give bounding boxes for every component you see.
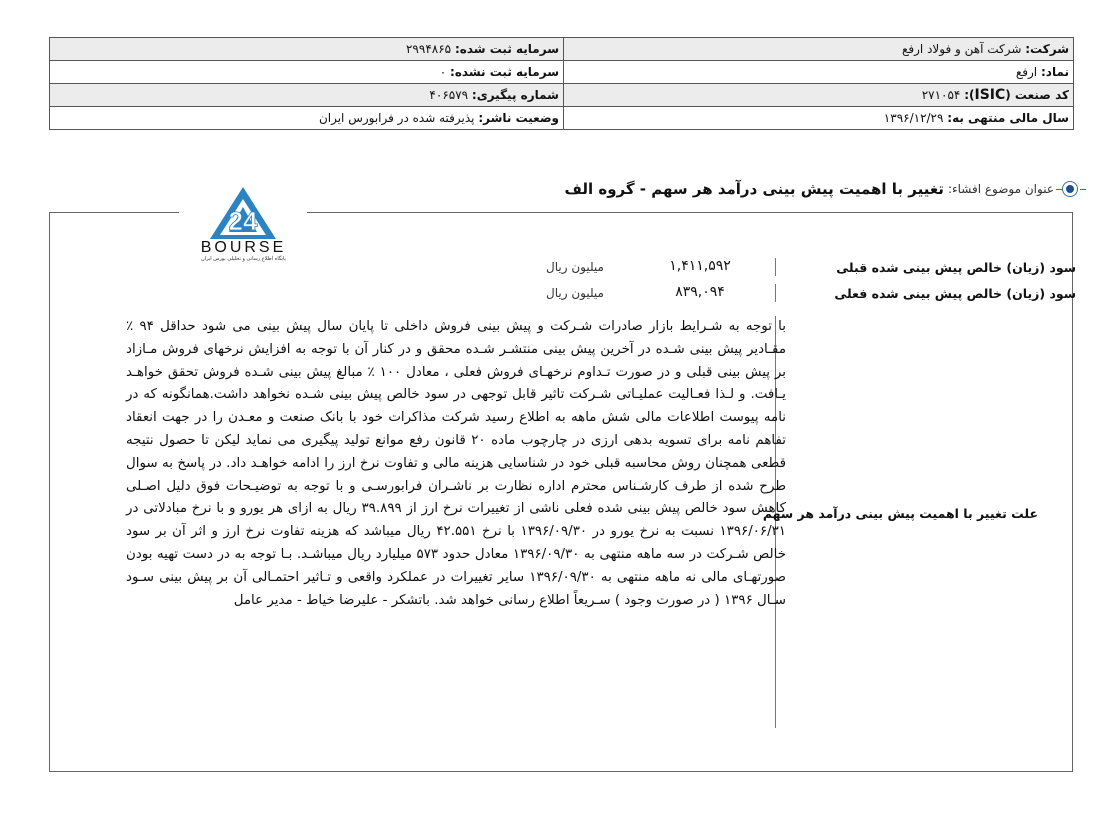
isic-label-pre: کد صنعت ( — [1005, 88, 1069, 102]
subject-prefix: عنوان موضوع افشاء: — [947, 182, 1054, 196]
current-forecast-label: سود (زیان) خالص پیش بینی شده فعلی — [834, 286, 1076, 301]
company-info-table — [49, 37, 1074, 130]
bourse24-logo-mark — [180, 183, 307, 241]
bourse24-logo — [180, 183, 307, 263]
registered-capital-label: سرمایه ثبت شده: — [454, 42, 559, 56]
registered-capital-cell — [50, 38, 564, 61]
publisher-status-label: وضعیت ناشر: — [478, 111, 559, 125]
symbol-cell — [564, 61, 1074, 84]
previous-forecast-unit: میلیون ریال — [546, 260, 604, 274]
tracking-cell — [50, 84, 564, 107]
frame-top-border-left — [49, 212, 179, 213]
previous-forecast-row — [0, 258, 1117, 278]
logo-number: 24 — [228, 206, 258, 236]
isic-label-code: ISIC — [974, 87, 1006, 103]
symbol-label: نماد: — [1040, 65, 1069, 79]
fiscal-cell — [564, 107, 1074, 130]
registered-capital-value: ۲۹۹۴۸۶۵ — [405, 42, 452, 56]
current-forecast-unit: میلیون ریال — [546, 286, 604, 300]
row-separator — [775, 284, 776, 302]
symbol-value: ارفع — [1015, 65, 1038, 79]
isic-cell — [564, 84, 1074, 107]
subject-row — [420, 176, 1080, 202]
isic-label-post: ): — [964, 88, 975, 102]
company-value: شرکت آهن و فولاد ارفع — [902, 42, 1022, 56]
frame-top-border-right — [307, 212, 1073, 213]
isic-value: ۲۷۱۰۵۴ — [921, 88, 961, 102]
reason-text: با توجه به شـرایط بازار صادرات شـرکت و پیش بینی فروش داخلی تا پایان سال پیش بینی می شود حداقل ۹۴ ٪ مقـادیر پیش بینی شـده در آخرین پیش بینی منتشـر شـده محقق و در کنار آن با توجه به افزایش نرخهای فروش مـازاد بر پیش بینی قبلی و در صورت تـداوم نرخهـای فروش فعلی ، معادل ۱۰۰ ٪ مبالغ پیش بینی شـده فروش تحقق خواهـد یـافت. و لـذا فعـالیت عملیـاتی شـرکت تاثیر قابل توجهی در سود خالص پیش بینی شـده نخواهد داشت.همانگونه که در نامه پیوست اطلاعات مالی شش ماهه به اطلاع رسید شرکت مذاکرات خود با بانک صنعت و معـدن را در جهت انعقاد تفاهم نامه برای تسویه بدهی ارزی در چارچوب ماده ۲۰ قانون رفع موانع تولید پیگیری می نماید لیکن تا حصول نتیجه قطعی همچنان روش محاسبه قبلی خود در شناسایی هزینه مالی و تفاوت نرخ ارز را ادامه خواهـد داد. در پاسخ به سوال طرح شده از طرف کارشـناس محترم اداره نظارت بر ناشـران فرابورسـی و با توجه به توضیـحات فوق دلیل اصـلی کاهش سود خالص پیش بینی شده فعلی ناشی از تغییرات نرخ ارز از ۳۹.۸۹۹ ریال به ازای هر یورو و با نرخ مبادلاتی در ۱۳۹۶/۰۶/۳۱ نسبت به نرخ یورو در ۱۳۹۶/۰۹/۳۰ با نرخ ۴۲.۵۵۱ ریال میباشد که هزینه تفاوت نرخ ارز و اثر آن بر سود خالص شـرکت در سه ماهه منتهی به ۱۳۹۶/۰۹/۳۰ معادل حدود ۵۷۳ میلیارد ریال میباشـد. بـا توجه به در دست تهیه بودن صورتهـای مالی نه ماهه منتهی به ۱۳۹۶/۰۹/۳۰ سایر تغییرات در عملکرد واقعی و تـاثیر احتمـالی آن بر پیش بینی سـود سـال ۱۳۹۶ ( در صورت وجود ) سـریعاً اطلاع رسانی خواهد شد. باتشکر - علیرضا خیاط - مدیر عامل — [126, 319, 786, 608]
publisher-status-value: پذیرفته شده در فرابورس ایران — [318, 111, 475, 125]
current-forecast-value: ۸۳۹,۰۹۴ — [675, 284, 725, 300]
subject-title: تغییر با اهمیت پیش بینی درآمد هر سهم - گروه الف — [564, 180, 944, 198]
symbol-row — [50, 61, 1074, 84]
company-label: شرکت: — [1025, 42, 1069, 56]
unregistered-capital-label: سرمایه ثبت نشده: — [450, 65, 559, 79]
reason-label: علت تغییر با اهمیت پیش بینی درآمد هر سهم — [762, 506, 1038, 521]
previous-forecast-value: ۱,۴۱۱,۵۹۲ — [669, 258, 731, 274]
tracking-label: شماره پیگیری: — [471, 88, 559, 102]
company-cell — [564, 38, 1074, 61]
isic-row — [50, 84, 1074, 107]
previous-forecast-label: سود (زیان) خالص پیش بینی شده قبلی — [836, 260, 1076, 275]
tracking-value: ۴۰۶۵۷۹ — [429, 88, 469, 102]
company-row — [50, 38, 1074, 61]
publisher-status-cell — [50, 107, 564, 130]
row-separator — [775, 258, 776, 276]
fiscal-row — [50, 107, 1074, 130]
fiscal-value: ۱۳۹۶/۱۲/۲۹ — [883, 111, 944, 125]
logo-word: BOURSE — [200, 239, 287, 256]
isic-label — [964, 88, 1069, 102]
logo-caption: پایگاه اطلاع رسانی و تحلیلی بورس ایران — [201, 256, 286, 262]
unregistered-capital-cell — [50, 61, 564, 84]
current-forecast-row — [0, 284, 1117, 304]
unregistered-capital-value: ۰ — [439, 65, 447, 79]
fiscal-label: سال مالی منتهی به: — [947, 111, 1069, 125]
radio-bullet-icon — [1060, 179, 1080, 199]
